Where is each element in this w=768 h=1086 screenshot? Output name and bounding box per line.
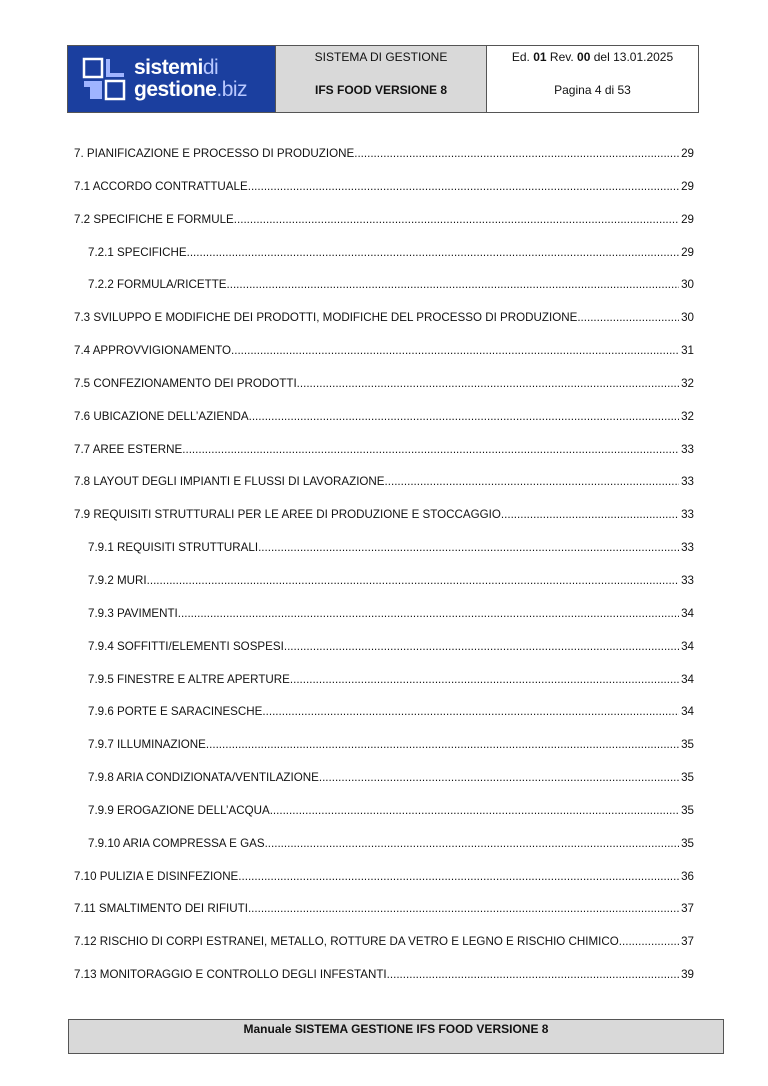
toc-entry-label: 7.8 LAYOUT DEGLI IMPIANTI E FLUSSI DI LAVORAZIONE [74, 475, 385, 489]
toc-entry-label: 7.1 ACCORDO CONTRATTUALE [74, 179, 248, 193]
toc-dot-leader [206, 735, 679, 768]
toc-entry-label: 7.9.7 ILLUMINAZIONE [88, 738, 206, 752]
toc-entry-page: 33 [681, 541, 694, 555]
toc-entry-label: 7.9.2 MURI [88, 573, 147, 587]
toc-entry-label: 7. PIANIFICAZIONE E PROCESSO DI PRODUZIONE [74, 147, 355, 160]
toc-entry[interactable] [74, 768, 694, 801]
edition-number: 01 [533, 50, 547, 64]
toc-dot-leader [385, 472, 680, 505]
toc-entry-page: 34 [681, 672, 694, 686]
revision-number: 00 [577, 50, 591, 64]
toc-entry-page: 34 [681, 606, 694, 620]
toc-entry-page: 35 [681, 771, 694, 785]
toc-entry-label: 7.5 CONFEZIONAMENTO DEI PRODOTTI [74, 376, 297, 390]
toc-entry[interactable] [74, 932, 694, 965]
toc-entry[interactable] [74, 637, 694, 670]
toc-entry-page: 32 [681, 376, 694, 390]
logo-text: di [202, 56, 219, 79]
toc-entry-page: 34 [681, 639, 694, 653]
table-of-contents [74, 144, 694, 998]
toc-entry-label: 7.9.1 REQUISITI STRUTTURALI [88, 541, 259, 555]
ed-label: Ed. [511, 50, 530, 64]
toc-entry-label: 7.2.2 FORMULA/RICETTE [88, 278, 227, 292]
toc-dot-leader [234, 210, 679, 243]
toc-entry-page: 32 [681, 409, 694, 423]
toc-entry-label: 7.9.8 ARIA CONDIZIONATA/VENTILAZIONE [88, 771, 319, 785]
toc-entry[interactable] [74, 374, 694, 407]
logo-squares-icon [82, 57, 126, 101]
toc-entry[interactable] [74, 538, 694, 571]
toc-entry-page: 29 [681, 147, 694, 160]
toc-entry-label: 7.3 SVILUPPO E MODIFICHE DEI PRODOTTI, MODIFICHE DEL PROCESSO DI PRODUZIONE [74, 311, 578, 325]
toc-dot-leader [182, 440, 679, 473]
toc-entry[interactable] [74, 243, 694, 276]
toc-entry-page: 30 [681, 278, 694, 292]
toc-entry-page: 35 [681, 803, 694, 817]
toc-dot-leader [187, 243, 680, 276]
toc-entry[interactable] [74, 801, 694, 834]
toc-entry-label: 7.6 UBICAZIONE DELL’AZIENDA [74, 409, 249, 423]
toc-entry[interactable] [74, 571, 694, 604]
toc-entry-page: 33 [681, 573, 694, 587]
page-header [67, 45, 699, 113]
toc-entry[interactable] [74, 867, 694, 900]
toc-entry-page: 39 [681, 968, 694, 982]
toc-entry-page: 33 [681, 508, 694, 522]
toc-dot-leader [231, 341, 679, 374]
toc-entry[interactable] [74, 670, 694, 703]
toc-entry-label: 7.4 APPROVVIGIONAMENTO [74, 344, 231, 358]
toc-entry[interactable] [74, 440, 694, 473]
toc-entry-page: 37 [681, 902, 694, 916]
toc-entry-label: 7.9.3 PAVIMENTI [88, 606, 178, 620]
toc-entry[interactable] [74, 275, 694, 308]
toc-dot-leader [258, 538, 679, 571]
toc-entry-page: 35 [681, 738, 694, 752]
toc-dot-leader [238, 867, 679, 900]
toc-dot-leader [577, 308, 679, 341]
toc-dot-leader [501, 505, 679, 538]
toc-entry[interactable] [74, 210, 694, 243]
toc-entry-label: 7.2.1 SPECIFICHE [88, 245, 187, 259]
toc-dot-leader [270, 801, 679, 834]
toc-dot-leader [265, 834, 680, 867]
toc-dot-leader [249, 407, 679, 440]
page-footer: Manuale SISTEMA GESTIONE IFS FOOD VERSIONE 8 [68, 1019, 724, 1054]
revision-date: del 13.01.2025 [593, 50, 674, 64]
toc-entry-label: 7.9.5 FINESTRE E ALTRE APERTURE [88, 672, 290, 686]
toc-entry[interactable] [74, 735, 694, 768]
toc-dot-leader [354, 144, 679, 177]
toc-dot-leader [248, 177, 679, 210]
toc-dot-leader [290, 670, 679, 703]
header-title-cell [276, 46, 487, 112]
toc-entry-page: 29 [681, 179, 694, 193]
toc-dot-leader [319, 768, 679, 801]
toc-entry[interactable] [74, 407, 694, 440]
toc-dot-leader [178, 604, 679, 637]
toc-entry[interactable] [74, 899, 694, 932]
toc-entry-label: 7.12 RISCHIO DI CORPI ESTRANEI, METALLO, ROTTURE DA VETRO E LEGNO E RISCHIO CHIMICO [74, 935, 619, 949]
toc-entry-label: 7.9.4 SOFFITTI/ELEMENTI SOSPESI [88, 639, 284, 653]
toc-entry[interactable] [74, 505, 694, 538]
toc-entry-page: 36 [681, 869, 694, 883]
toc-dot-leader [619, 932, 679, 965]
toc-dot-leader [248, 899, 679, 932]
toc-entry-page: 30 [681, 311, 694, 325]
toc-entry[interactable] [74, 308, 694, 341]
toc-entry-label: 7.9.10 ARIA COMPRESSA E GAS [88, 836, 265, 850]
toc-entry-page: 33 [681, 442, 694, 456]
toc-entry-page: 33 [681, 475, 694, 489]
standard-title: IFS FOOD VERSIONE 8 [314, 83, 448, 97]
toc-dot-leader [147, 571, 679, 604]
toc-entry[interactable] [74, 472, 694, 505]
toc-entry-page: 31 [681, 344, 694, 358]
toc-entry[interactable] [74, 177, 694, 210]
toc-dot-leader [387, 965, 679, 998]
toc-dot-leader [284, 637, 679, 670]
toc-entry-page: 34 [681, 705, 694, 719]
toc-entry[interactable] [74, 604, 694, 637]
toc-dot-leader [262, 702, 679, 735]
toc-entry-label: 7.13 MONITORAGGIO E CONTROLLO DEGLI INFESTANTI [74, 968, 387, 982]
toc-entry-label: 7.11 SMALTIMENTO DEI RIFIUTI [74, 902, 248, 916]
toc-entry-label: 7.10 PULIZIA E DISINFEZIONE [74, 869, 239, 883]
rev-label: Rev. [549, 50, 574, 64]
company-logo [68, 46, 276, 112]
logo-text: gestione [134, 78, 217, 101]
toc-entry-page: 29 [681, 212, 694, 226]
toc-entry-label: 7.9.6 PORTE E SARACINESCHE [88, 705, 263, 719]
toc-dot-leader [227, 275, 680, 308]
toc-entry[interactable] [74, 341, 694, 374]
page-number: Pagina 4 di 53 [554, 83, 631, 97]
toc-entry-page: 37 [681, 935, 694, 949]
toc-entry-label: 7.9.9 EROGAZIONE DELL’ACQUA [88, 803, 270, 817]
toc-entry-label: 7.7 AREE ESTERNE [74, 442, 183, 456]
header-revision-cell [487, 46, 698, 112]
toc-entry-page: 29 [681, 245, 694, 259]
logo-text: sistemi [134, 56, 203, 79]
toc-entry[interactable] [74, 144, 694, 177]
logo-text: .biz [216, 78, 248, 101]
edition-info [487, 46, 698, 79]
toc-entry[interactable] [74, 834, 694, 867]
toc-dot-leader [297, 374, 679, 407]
system-title: SISTEMA DI GESTIONE [314, 50, 448, 64]
toc-entry[interactable] [74, 702, 694, 735]
toc-entry-page: 35 [681, 836, 694, 850]
toc-entry[interactable] [74, 965, 694, 998]
toc-entry-label: 7.2 SPECIFICHE E FORMULE [74, 212, 234, 226]
toc-entry-label: 7.9 REQUISITI STRUTTURALI PER LE AREE DI PRODUZIONE E STOCCAGGIO [74, 508, 501, 522]
